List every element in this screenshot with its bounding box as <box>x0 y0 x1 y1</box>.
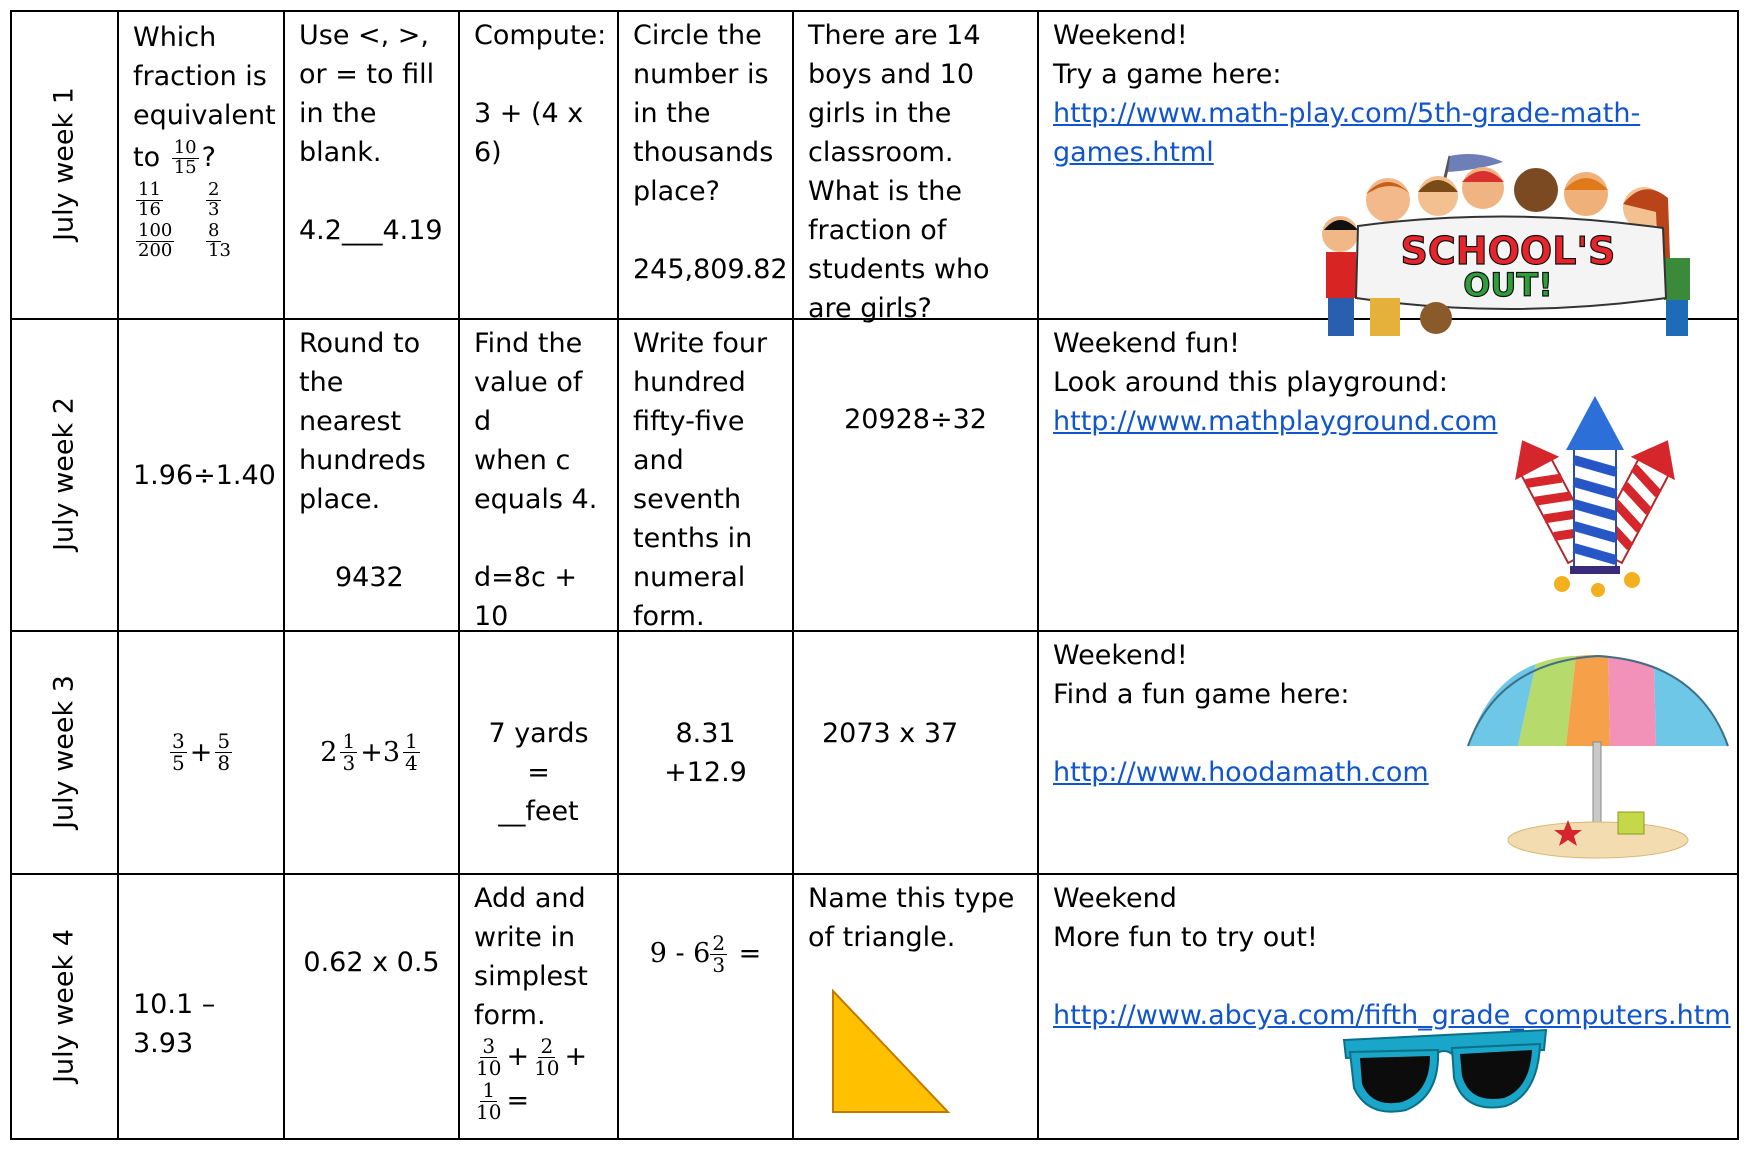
question-text: fraction of <box>808 215 947 246</box>
question-text: when c <box>474 445 571 476</box>
whole-number: 3 <box>382 737 400 768</box>
question-text: or = to fill <box>299 59 435 90</box>
denominator: 10 <box>534 1056 560 1080</box>
operator: + <box>564 1041 588 1072</box>
problem-expression: 2073 x 37 <box>822 718 959 749</box>
cell-long-division <box>794 320 1037 630</box>
cell-subtract-decimals <box>119 875 283 1138</box>
question-text: hundred <box>633 367 746 398</box>
cell-multiply-decimals <box>285 875 458 1138</box>
cell-subtract-mixed <box>619 875 792 1138</box>
question-text: fifty-five <box>633 406 745 437</box>
denominator: 5 <box>171 751 185 775</box>
question-text: seventh <box>633 484 742 515</box>
option-fraction <box>136 181 200 220</box>
week-label: July week 2 <box>48 397 80 551</box>
question-text: thousands <box>633 137 774 168</box>
whole-number: 2 <box>320 737 338 768</box>
problem-expression: 8.31 +12.9 <box>664 718 747 788</box>
question-text: Write four <box>633 328 768 359</box>
question-text: Find the <box>474 328 583 359</box>
cell-multiply <box>794 632 1037 873</box>
question-text: write in <box>474 922 576 953</box>
operator: + <box>360 737 383 768</box>
question-text: to <box>133 142 161 173</box>
game-link[interactable]: http://www.abcya.com/fifth_grade_computers.htm <box>1053 1000 1731 1031</box>
schools-out-clipart <box>1318 148 1698 338</box>
question-text: hundreds <box>299 445 426 476</box>
week-label: July week 3 <box>48 675 80 829</box>
problem-expression: 4.2___4.19 <box>299 215 443 246</box>
question-text: place? <box>633 176 720 207</box>
cell-word-problem <box>794 12 1037 324</box>
operator: + <box>506 1041 530 1072</box>
question-text: are girls? <box>808 293 932 324</box>
table-border-right <box>1737 10 1739 1140</box>
problem-expression: 0.62 x 0.5 <box>303 947 440 978</box>
right-triangle-shape <box>830 988 952 1116</box>
fraction <box>710 933 727 976</box>
weekend-text: Find a fun game here: <box>1053 679 1350 710</box>
numerator: 100 <box>138 219 173 241</box>
fraction <box>532 1036 561 1079</box>
question-text: boys and 10 <box>808 59 975 90</box>
question-text: in the <box>299 98 377 129</box>
cell-round-hundreds <box>285 320 458 630</box>
banner-text: SCHOOL'S <box>1400 229 1616 273</box>
cell-add-mixed-numbers <box>285 632 458 873</box>
game-link[interactable]: games.html <box>1053 137 1214 168</box>
question-text: of triangle. <box>808 922 956 953</box>
question-text: Round to <box>299 328 421 359</box>
equals-sign: = <box>506 1085 530 1116</box>
option-fraction <box>206 181 260 220</box>
weekend-title: Weekend! <box>1053 640 1188 671</box>
weekend-title: Weekend fun! <box>1053 328 1241 359</box>
question-text: girls in the <box>808 98 952 129</box>
weekend-title: Weekend <box>1053 883 1177 914</box>
denominator: 3 <box>342 751 356 775</box>
numerator: 2 <box>540 1034 554 1058</box>
numerator: 10 <box>173 137 197 159</box>
question-text: value of d <box>474 367 583 437</box>
fraction <box>172 139 199 178</box>
problem-expression: 10.1 –3.93 <box>133 989 216 1059</box>
numerator: 3 <box>482 1034 496 1058</box>
weekend-text: More fun to try out! <box>1053 922 1318 953</box>
question-text: the <box>299 367 344 398</box>
question-text: There are 14 <box>808 20 981 51</box>
denominator: 10 <box>476 1056 502 1080</box>
weekend-text: Try a game here: <box>1053 59 1282 90</box>
question-text: form. <box>633 601 705 632</box>
question-text: classroom. <box>808 137 954 168</box>
option-fraction <box>206 219 260 261</box>
numerator: 8 <box>208 219 220 241</box>
question-text: fraction is <box>133 61 267 92</box>
fraction <box>474 1036 503 1079</box>
question-text: blank. <box>299 137 382 168</box>
cell-add-decimals <box>619 632 792 873</box>
cell-evaluate-expression <box>460 320 617 630</box>
denominator: 200 <box>138 239 173 261</box>
question-text <box>133 135 269 181</box>
question-text: __feet <box>498 796 579 827</box>
question-text: What is the <box>808 176 962 207</box>
denominator: 13 <box>208 239 231 261</box>
week-label: July week 1 <box>48 87 80 241</box>
cell-numeral-form <box>619 320 792 630</box>
fraction <box>170 731 187 774</box>
cell-equivalent-fraction <box>119 12 283 318</box>
week-label: July week 4 <box>48 929 80 1083</box>
operator: + <box>189 737 213 768</box>
fraction <box>215 731 232 774</box>
question-text: in the <box>633 98 711 129</box>
fraction <box>474 1080 503 1123</box>
question-text: Add and <box>474 883 586 914</box>
question-text: 7 yards = <box>488 718 589 788</box>
cell-divide-decimals <box>119 320 283 630</box>
question-text: form. <box>474 1000 546 1031</box>
question-text: students who <box>808 254 990 285</box>
table-border-bottom <box>10 1138 1739 1140</box>
question-text: equals 4. <box>474 484 598 515</box>
numerator: 3 <box>171 729 185 753</box>
problem-number: 9432 <box>335 562 404 593</box>
table-border-left <box>10 10 12 1140</box>
problem-expression: 1.96÷1.40 <box>133 459 276 491</box>
fraction <box>340 731 357 774</box>
numerator: 1 <box>342 729 356 753</box>
cell-compute <box>460 12 617 318</box>
denominator: 16 <box>138 198 161 220</box>
cell-add-simplify <box>460 875 617 1138</box>
equals-sign: = <box>738 938 762 969</box>
problem-expression: 3 + (4 x 6) <box>474 98 584 168</box>
problem-expression: 20928÷32 <box>844 404 987 435</box>
numerator: 1 <box>482 1078 496 1102</box>
denominator: 8 <box>217 751 231 775</box>
game-link[interactable]: http://www.mathplayground.com <box>1053 406 1498 437</box>
question-text: numeral <box>633 562 746 593</box>
cell-thousands-place <box>619 12 792 318</box>
banner-text: OUT! <box>1463 266 1553 304</box>
answer-options <box>133 181 269 261</box>
weekend-title: Weekend! <box>1053 20 1188 51</box>
problem-expression: 9 - 6 <box>649 938 711 969</box>
beach-umbrella-clipart <box>1458 642 1738 862</box>
denominator: 10 <box>476 1100 502 1124</box>
sunglasses-clipart <box>1340 1026 1550 1121</box>
fraction <box>403 731 420 774</box>
question-text: simplest <box>474 961 588 992</box>
numerator: 2 <box>712 931 726 955</box>
question-text: tenths in <box>633 523 753 554</box>
cell-unit-conversion <box>460 632 617 873</box>
cell-compare-decimals <box>285 12 458 318</box>
denominator: 15 <box>173 157 197 178</box>
denominator: 4 <box>405 751 418 775</box>
problem-expression: d=8c + 10 <box>474 562 577 632</box>
question-text: Use <, >, <box>299 20 430 51</box>
game-link[interactable]: http://www.math-play.com/5th-grade-math- <box>1053 98 1641 129</box>
numerator: 1 <box>405 729 418 753</box>
fraction-expression <box>474 1079 603 1123</box>
question-text: Circle the <box>633 20 762 51</box>
question-text: number is <box>633 59 769 90</box>
cell-add-fractions <box>119 632 283 873</box>
fraction-expression <box>474 1035 603 1079</box>
numerator: 5 <box>217 729 231 753</box>
numerator: 11 <box>138 179 161 200</box>
numerator: 2 <box>208 179 220 200</box>
question-text: Which <box>133 22 217 53</box>
question-text: nearest <box>299 406 402 437</box>
denominator: 3 <box>712 953 726 977</box>
denominator: 3 <box>208 198 220 220</box>
weekend-text: Look around this playground: <box>1053 367 1448 398</box>
question-text: place. <box>299 484 381 515</box>
problem-number: 245,809.82 <box>633 254 788 285</box>
game-link[interactable]: http://www.hoodamath.com <box>1053 757 1429 788</box>
question-text: Compute: <box>474 20 607 51</box>
question-text: Name this type <box>808 883 1015 914</box>
option-fraction <box>136 219 200 261</box>
question-text: and <box>633 445 684 476</box>
fireworks-clipart <box>1500 392 1690 602</box>
question-mark: ? <box>201 142 216 173</box>
question-text: equivalent <box>133 100 276 131</box>
